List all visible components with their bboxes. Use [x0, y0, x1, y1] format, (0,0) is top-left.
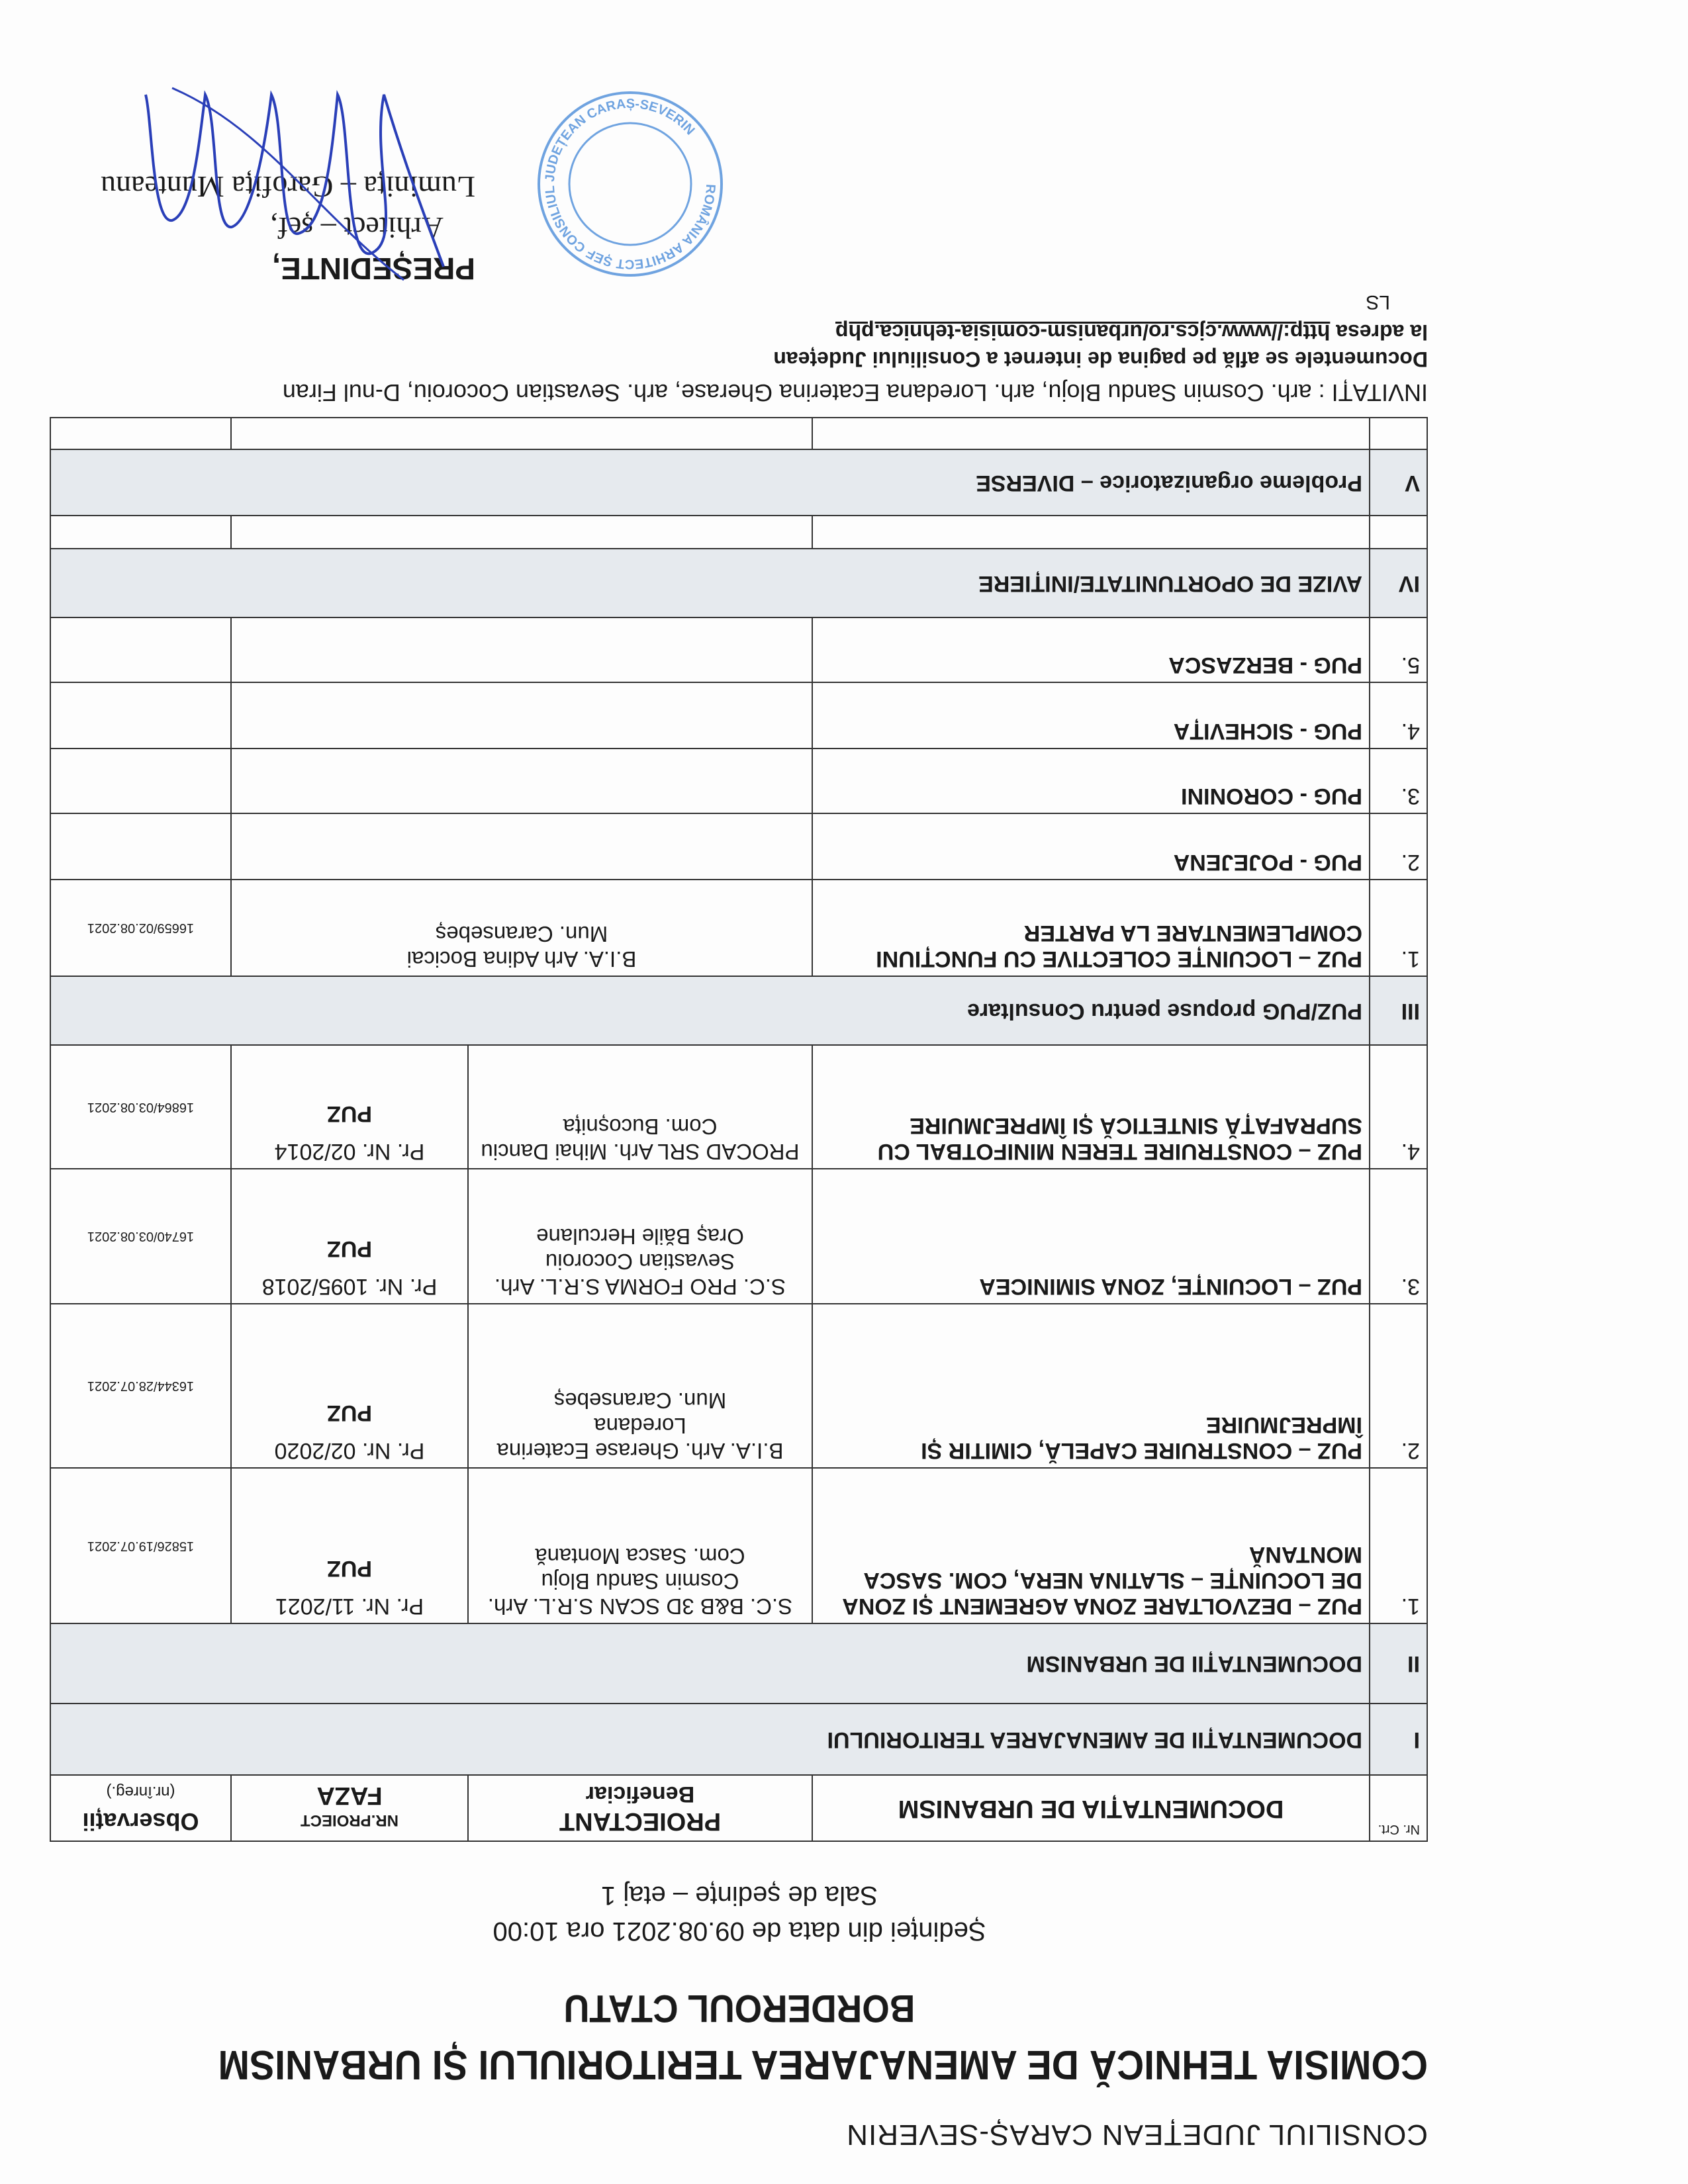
row-nr: 2.: [1370, 1304, 1427, 1468]
row-faza: [231, 1304, 468, 1468]
invited-list: INVITAȚI : arh. Cosmin Sandu Bloju, arh. Loredana Ecaterina Gherase, arh. Sevastian Cocoroiu, D-nul Firan: [282, 379, 1428, 406]
address-prefix: la adresa: [1330, 320, 1428, 344]
table-header: [50, 1775, 1427, 1841]
proiectant-name: B.I.A. Arh Adina Bocicai: [406, 947, 637, 972]
header-nr-proiect: NR.PROIECT: [301, 1811, 399, 1830]
row-observations: [50, 749, 231, 813]
section-label: PUZ/PUG propuse pentru Consultare: [50, 976, 1370, 1045]
section-nr: IV: [1370, 549, 1427, 617]
row-documentation: PUZ – LOCUINȚE, ZONA SIMINICEA: [812, 1169, 1370, 1304]
meeting-room: Sala de ședințe – etaj 1: [600, 1881, 878, 1910]
president-role: Arhitect – șef,: [270, 211, 444, 246]
header-nr: Nr. Crt.: [1370, 1775, 1427, 1841]
header-obs: [50, 1775, 231, 1841]
row-faza: [231, 1045, 468, 1169]
ls-mark: LS: [1366, 291, 1390, 314]
row-documentation: PUZ – DEZVOLTARE ZONA AGREMENT ȘI ZONA DE LOCUINȚE – SLATINA NERA, COM. SASCA MONTANĂ: [812, 1468, 1370, 1623]
signature-block: [51, 62, 1428, 287]
documents-note: Documentele se află pe pagina de internet a Consiliului Județean: [773, 347, 1428, 372]
row-proiectant: [468, 1045, 812, 1169]
row-observations: 16740/03.08.2021: [50, 1169, 231, 1304]
table-row: [50, 1468, 1427, 1623]
row-documentation: PUG - BERZASCA: [812, 617, 1370, 682]
president-label: PREȘEDINTE,: [272, 251, 475, 287]
table-row: [50, 813, 1427, 880]
row-nr: 4.: [1370, 682, 1427, 749]
header-faza-label: FAZA: [316, 1782, 383, 1810]
phase: PUZ: [327, 1101, 372, 1126]
row-proiectant: [231, 682, 812, 749]
section-row: [50, 549, 1427, 617]
phase: PUZ: [327, 1236, 372, 1261]
row-nr: 4.: [1370, 1045, 1427, 1169]
row-proiectant: [231, 813, 812, 880]
header-obs-label: Observații: [82, 1807, 199, 1835]
header-doc: DOCUMENTAȚIA DE URBANISM: [812, 1775, 1370, 1841]
row-nr: 3.: [1370, 1169, 1427, 1304]
section-nr: II: [1370, 1623, 1427, 1704]
row-proiectant: [468, 1304, 812, 1468]
row-proiectant: [468, 1169, 812, 1304]
row-observations: [50, 682, 231, 749]
project-number: Pr. Nr. 02/2014: [274, 1139, 425, 1164]
header-obs-sub: (nr.înreg.): [106, 1783, 175, 1801]
header-faza: [231, 1775, 468, 1841]
proiectant-name: PROCAD SRL Arh. Mihai Danciu: [481, 1140, 800, 1164]
website-link[interactable]: http://www.cjcs.ro/urbanism-comisia-tehnica.php: [835, 320, 1331, 344]
header-proiectant: [468, 1775, 812, 1841]
header-proiectant-label: PROIECTANT: [559, 1807, 722, 1836]
row-nr: 2.: [1370, 813, 1427, 880]
table-row: [50, 1304, 1427, 1468]
row-observations: 15826/19.07.2021: [50, 1468, 231, 1623]
project-number: Pr. Nr. 02/2020: [274, 1438, 425, 1463]
section-row: [50, 449, 1427, 516]
beneficiar-name: Mun. Caransebeș: [435, 922, 608, 947]
proiectant-name: B.I.A. Arh. Gherase Ecaterina Loredana: [496, 1414, 784, 1463]
document-title: COMISIA TEHNICĂ DE AMENAJAREA TERITORIULUI ȘI URBANISM: [218, 2042, 1428, 2087]
row-proiectant: [231, 880, 812, 976]
beneficiar-name: Mun. Caransebeș: [553, 1388, 727, 1414]
table-row: [50, 1045, 1427, 1169]
meeting-date: Ședinței din data de 09.08.2021 ora 10:00: [492, 1917, 986, 1946]
header-beneficiar-label: Beneficiar: [585, 1781, 695, 1807]
phase: PUZ: [327, 1555, 372, 1581]
official-stamp: [534, 88, 726, 280]
blank-row: [50, 516, 1427, 549]
row-observations: 16344/28.07.2021: [50, 1304, 231, 1468]
row-observations: [50, 617, 231, 682]
stamp-text: ROMÂNIA ARHITECT ȘEF CONSILIUL JUDEȚEAN CARAȘ-SEVERIN: [542, 96, 718, 272]
row-nr: 3.: [1370, 749, 1427, 813]
beneficiar-name: Com. Sasca Montană: [535, 1544, 745, 1569]
address-line: [51, 318, 1428, 345]
row-observations: [50, 813, 231, 880]
footer: [51, 62, 1428, 408]
handwritten-signature: [113, 75, 483, 293]
section-nr: V: [1370, 449, 1427, 516]
section-label: Probleme organizatorice – DIVERSE: [50, 449, 1370, 516]
row-nr: 1.: [1370, 880, 1427, 976]
row-documentation: PUZ – LOCUINȚE COLECTIVE CU FUNCȚIUNI COMPLEMENTARE LA PARTER: [812, 880, 1370, 976]
content-flow: [51, 62, 1428, 1842]
table-row: [50, 749, 1427, 813]
row-nr: 5.: [1370, 617, 1427, 682]
row-proiectant: [231, 749, 812, 813]
section-row: [50, 1704, 1427, 1775]
table-row: [50, 617, 1427, 682]
row-observations: 16659/02.08.2021: [50, 880, 231, 976]
section-label: AVIZE DE OPORTUNITATE/INIȚIERE: [50, 549, 1370, 617]
proiectant-name: S.C. PRO FORMA S.R.L. Arh. Sevastian Cocoroiu: [494, 1250, 786, 1299]
beneficiar-name: Com. Bucoșnița: [563, 1115, 718, 1140]
document-subtitle: BORDEROUL CTATU: [563, 1987, 915, 2030]
row-documentation: PUZ – CONSTRUIRE TEREN MINIFOTBAL CU SUPRAFAȚĂ SINTETICĂ ȘI ÎMPREJMUIRE: [812, 1045, 1370, 1169]
beneficiar-name: Oraș Băile Herculane: [536, 1224, 744, 1250]
row-documentation: PUG - SICHEVIȚA: [812, 682, 1370, 749]
table-row: [50, 880, 1427, 976]
table-row: [50, 1169, 1427, 1304]
row-proiectant: [468, 1468, 812, 1623]
row-observations: 16864/03.08.2021: [50, 1045, 231, 1169]
section-row: [50, 976, 1427, 1045]
council-name: CONSILIUL JUDEȚEAN CARAȘ-SEVERIN: [846, 2118, 1428, 2151]
president-name: Luminița – Garofița Munteanu: [101, 170, 475, 205]
table-row: [50, 682, 1427, 749]
project-number: Pr. Nr. 11/2021: [275, 1594, 424, 1619]
row-faza: [231, 1169, 468, 1304]
proiectant-name: S.C. B&B 3D SCAN S.R.L. Arh. Cosmin Sandu Bloju: [487, 1569, 793, 1619]
section-label: DOCUMENTAȚII DE AMENAJAREA TERITORIULUI: [50, 1704, 1370, 1775]
project-number: Pr. Nr. 1095/2018: [261, 1274, 438, 1299]
section-nr: III: [1370, 976, 1427, 1045]
row-proiectant: [231, 617, 812, 682]
row-documentation: PUG - CORONINI: [812, 749, 1370, 813]
section-row: [50, 1623, 1427, 1704]
section-label: DOCUMENTAȚII DE URBANISM: [50, 1623, 1370, 1704]
row-documentation: PUZ – CONSTRUIRE CAPELĂ, CIMITIR ȘI ÎMPREJMUIRE: [812, 1304, 1370, 1468]
agenda-table: [50, 417, 1428, 1842]
blank-row: [50, 418, 1427, 449]
row-documentation: PUG - POJEJENA: [812, 813, 1370, 880]
row-faza: [231, 1468, 468, 1623]
row-nr: 1.: [1370, 1468, 1427, 1623]
section-nr: I: [1370, 1704, 1427, 1775]
phase: PUZ: [327, 1400, 372, 1426]
